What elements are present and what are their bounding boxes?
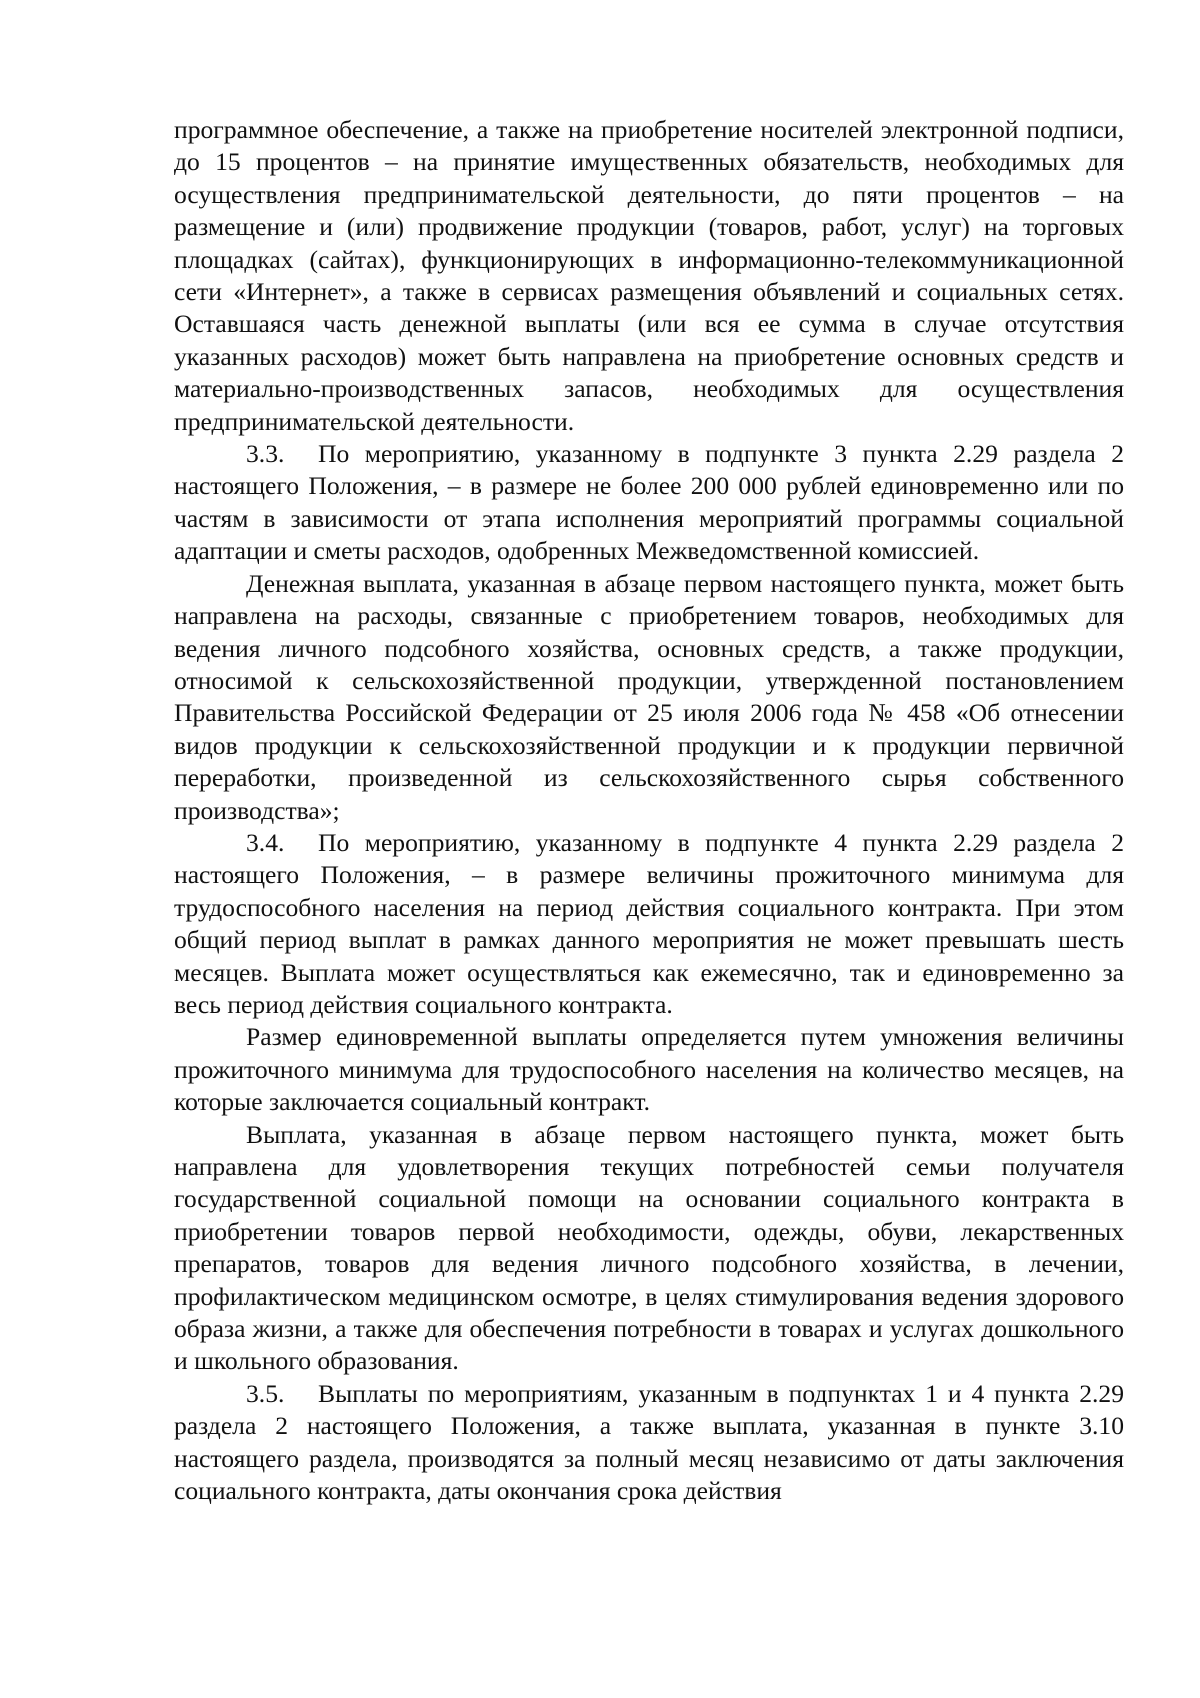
paragraph-3-3-payment xyxy=(174,568,1124,827)
paragraph-3-3 xyxy=(174,438,1124,568)
paragraph-3-4 xyxy=(174,827,1124,1021)
clause-number: 3.5. xyxy=(246,1378,285,1408)
paragraph-text: Выплаты по мероприятиям, указанным в подпунктах 1 и 4 пункта 2.29 раздела 2 настоящего Положения, а также выплата, указанная в пункте 3.10 настоящего раздела, производятся за полный месяц независимо от даты заключения социального контракта, даты окончания срока действия xyxy=(174,1378,1124,1506)
paragraph-text: По мероприятию, указанному в подпункте 4 пункта 2.29 раздела 2 настоящего Положения, – в размере величины прожиточного минимума для трудоспособного населения на период действия социального контракта. При этом общий период выплат в рамках данного мероприятия не может превышать шесть месяцев. Выплата может осуществляться как ежемесячно, так и единовременно за весь период действия социального контракта. xyxy=(174,827,1124,1019)
paragraph-text: По мероприятию, указанному в подпункте 3 пункта 2.29 раздела 2 настоящего Положения, – в размере не более 200 000 рублей единовременно или по частям в зависимости от этапа исполнения мероприятий программы социальной адаптации и сметы расходов, одобренных Межведомственной комиссией. xyxy=(174,439,1124,566)
paragraph-3-4-usage xyxy=(174,1119,1124,1378)
document-body xyxy=(174,114,1124,1507)
paragraph-text: Размер единовременной выплаты определяется путем умножения величины прожиточного минимума для трудоспособного населения на количество месяцев, на которые заключается социальный контракт. xyxy=(174,1022,1124,1117)
clause-number: 3.3. xyxy=(246,439,285,469)
paragraph-text: Выплата, указанная в абзаце первом настоящего пункта, может быть направлена для удовлетворения текущих потребностей семьи получателя государственной социальной помощи на основании социального контракта в приобретении товаров первой необходимости, одежды, обуви, лекарственных препаратов, товаров для ведения личного подсобного хозяйства, в лечении, профилактическом медицинском осмотре, в целях стимулирования ведения здорового образа жизни, а также для обеспечения потребности в товарах и услугах дошкольного и школьного образования. xyxy=(174,1119,1124,1376)
paragraph-text: программное обеспечение, а также на приобретение носителей электронной подписи, до 15 процентов – на принятие имущественных обязательств, необходимых для осуществления предпринимательской деятельности, до пяти процентов – на размещение и (или) продвижение продукции (товаров, работ, услуг) на торговых площадках (сайтах), функционирующих в информационно-телекоммуникационной сети «Интернет», а также в сервисах размещения объявлений и социальных сетях. Оставшаяся часть денежной выплаты (или вся ее сумма в случае отсутствия указанных расходов) может быть направлена на приобретение основных средств и материально-производственных запасов, необходимых для осуществления предпринимательской деятельности. xyxy=(174,115,1124,436)
paragraph-text: Денежная выплата, указанная в абзаце первом настоящего пункта, может быть направлена на расходы, связанные с приобретением товаров, необходимых для ведения личного подсобного хозяйства, основных средств, а также продукции, относимой к сельскохозяйственной продукции, утвержденной постановлением Правительства Российской Федерации от 25 июля 2006 года № 458 «Об отнесении видов продукции к сельскохозяйственной продукции и к продукции первичной переработки, произведенной из сельскохозяйственного сырья собственного производства»; xyxy=(174,568,1124,825)
paragraph-continuation xyxy=(174,114,1124,438)
clause-number: 3.4. xyxy=(246,827,285,857)
paragraph-3-4-lump-sum xyxy=(174,1021,1124,1118)
paragraph-3-5 xyxy=(174,1378,1124,1508)
